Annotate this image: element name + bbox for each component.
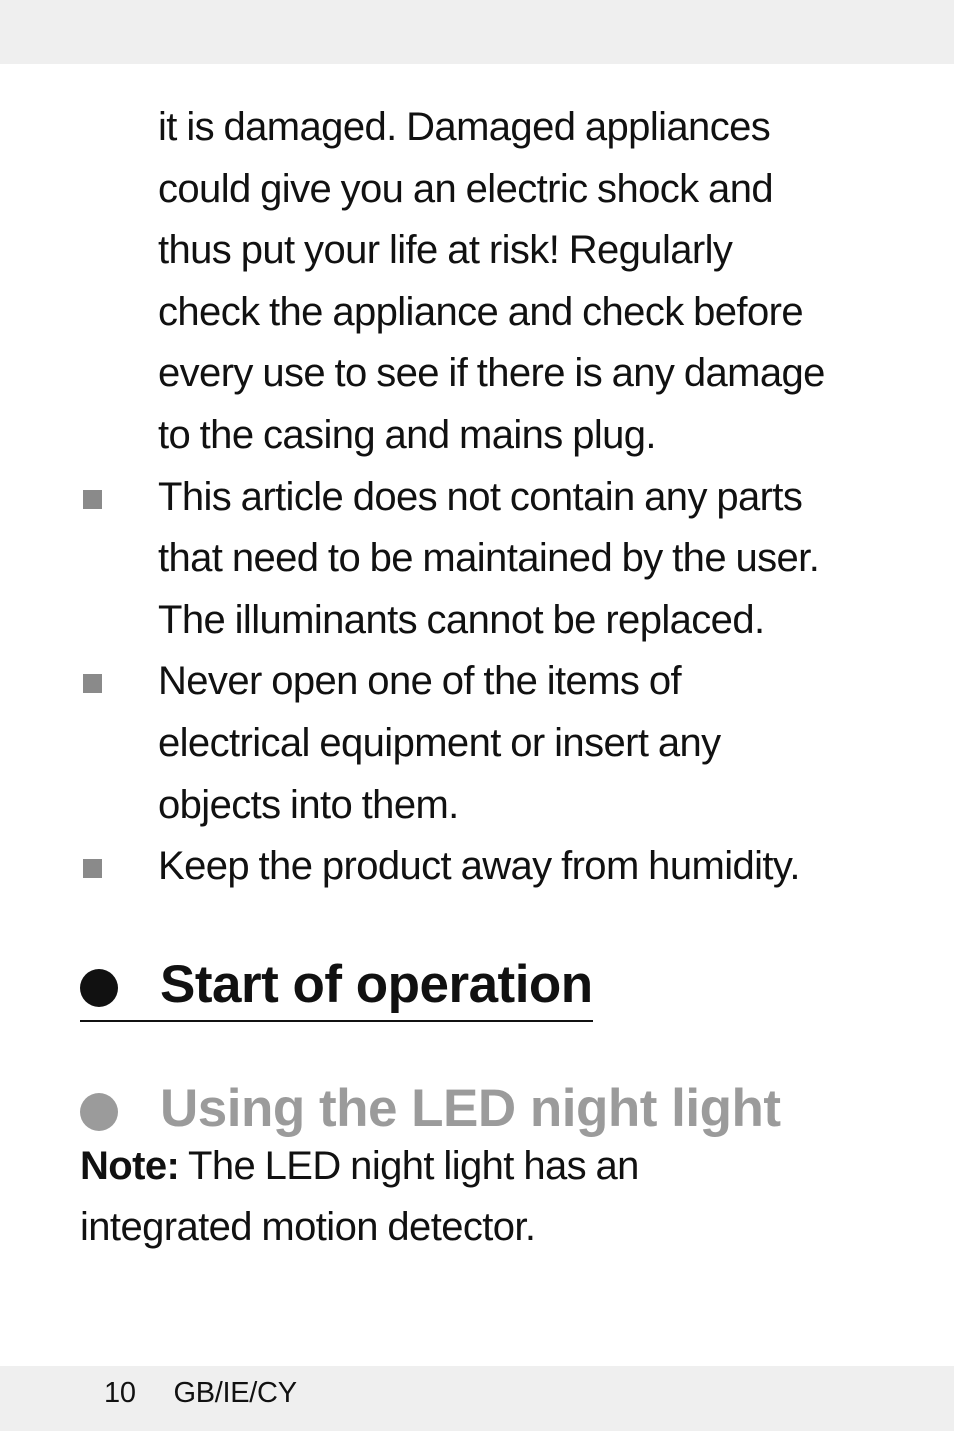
square-bullet-icon bbox=[83, 859, 102, 878]
page-footer bbox=[104, 1377, 297, 1410]
text-line: The illuminants cannot be replaced. bbox=[158, 597, 765, 642]
text-line: that need to be maintained by the user. bbox=[158, 536, 820, 581]
text-line: Keep the product away from humidity. bbox=[158, 844, 800, 889]
gray-circle-icon bbox=[80, 1093, 118, 1131]
safety-paragraph-continuation bbox=[80, 97, 880, 467]
filled-circle-icon bbox=[80, 969, 118, 1007]
note-text: The LED night light has an bbox=[179, 1143, 639, 1188]
text-line: could give you an electric shock and bbox=[158, 166, 773, 211]
page-number: 10 bbox=[104, 1377, 136, 1409]
note-line bbox=[80, 1136, 880, 1198]
square-bullet-icon bbox=[83, 490, 102, 509]
text-line: check the appliance and check before bbox=[158, 289, 803, 334]
text-line: objects into them. bbox=[158, 782, 459, 827]
region-code: GB/IE/CY bbox=[173, 1377, 297, 1409]
bullet-item-never-open bbox=[80, 651, 880, 836]
heading-text: Start of operation bbox=[160, 954, 593, 1014]
subsection-heading-using-led-night-light bbox=[80, 1076, 880, 1142]
manual-page-content bbox=[80, 97, 880, 1259]
top-page-band bbox=[0, 0, 954, 64]
text-line: Never open one of the items of bbox=[158, 659, 681, 704]
note-paragraph bbox=[80, 1136, 880, 1259]
bullet-item-no-user-parts bbox=[80, 467, 880, 652]
square-bullet-icon bbox=[83, 674, 102, 693]
text-line: electrical equipment or insert any bbox=[158, 720, 721, 765]
heading-text: Using the LED night light bbox=[160, 1078, 781, 1138]
text-line: every use to see if there is any damage bbox=[158, 351, 825, 396]
section-heading-start-of-operation bbox=[80, 952, 593, 1022]
text-line: it is damaged. Damaged appliances bbox=[158, 105, 771, 149]
bullet-item-humidity bbox=[80, 836, 880, 898]
text-line: to the casing and mains plug. bbox=[158, 412, 656, 457]
note-label: Note: bbox=[80, 1143, 180, 1188]
note-line: integrated motion detector. bbox=[80, 1205, 536, 1250]
text-line: This article does not contain any parts bbox=[158, 474, 803, 519]
text-line: thus put your life at risk! Regularly bbox=[158, 228, 733, 273]
